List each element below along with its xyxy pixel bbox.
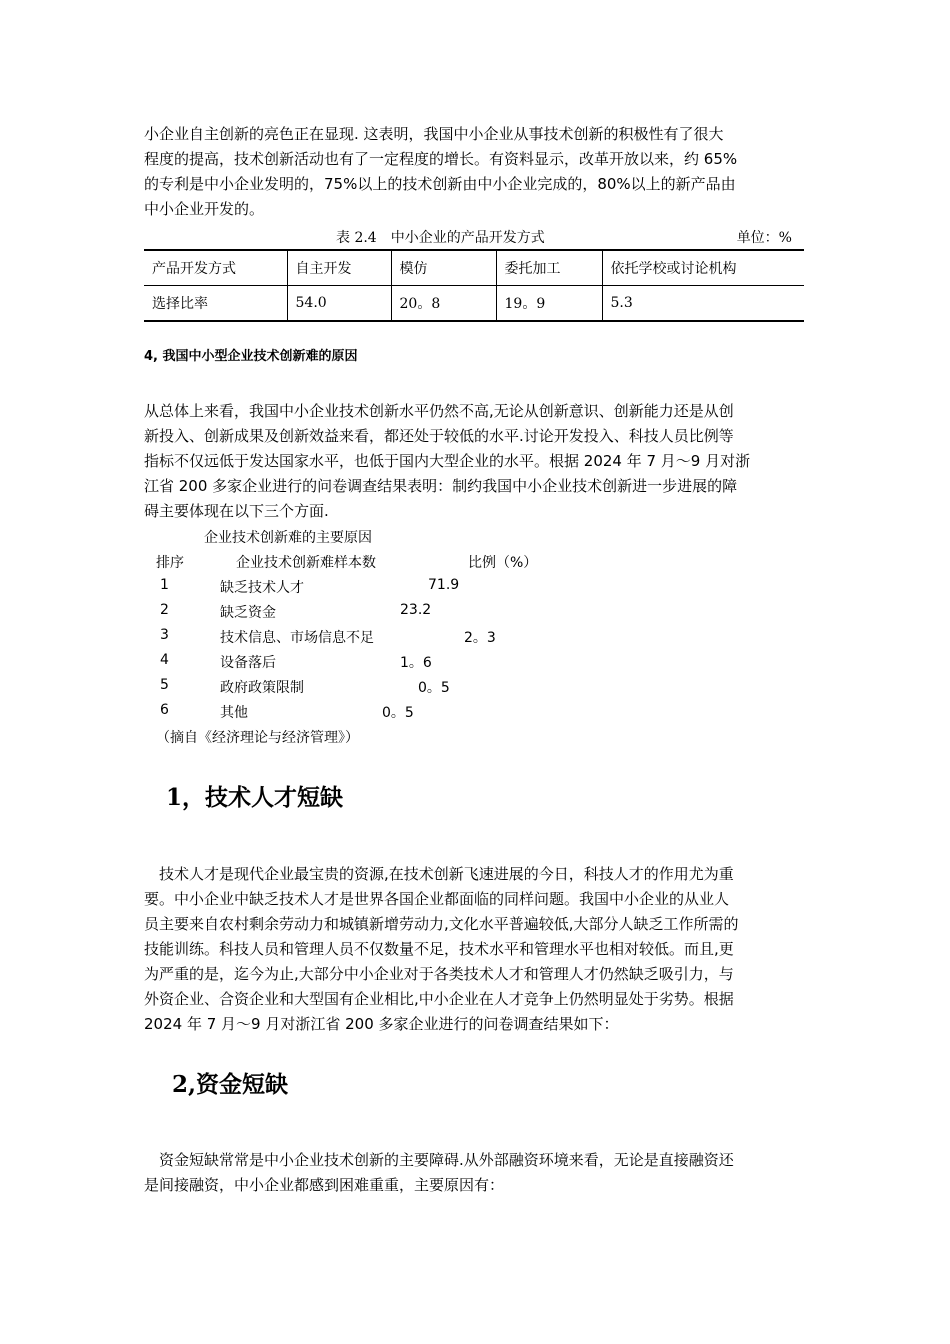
reason-label: 设备落后	[220, 655, 276, 671]
reason-value: 0。5	[382, 705, 414, 721]
reasons-header-rank: 排序	[156, 555, 184, 571]
reason-rank: 5	[160, 677, 169, 693]
table-cell: 19。9	[496, 286, 602, 322]
table-header-cell: 依托学校或讨论机构	[602, 250, 804, 286]
reasons-title: 企业技术创新难的主要原因	[204, 530, 372, 546]
table-header-cell: 产品开发方式	[144, 250, 287, 286]
reason-label: 缺乏技术人才	[220, 580, 304, 596]
reason-rank: 4	[160, 652, 169, 668]
table-unit: 单位：%	[736, 230, 792, 246]
table-header-cell: 委托加工	[496, 250, 602, 286]
reason-rank: 3	[160, 627, 169, 643]
reasons-header-ratio: 比例（%）	[468, 555, 538, 571]
section-4-paragraph: 从总体上来看，我国中小企业技术创新水平仍然不高,无论从创新意识、创新能力还是从创 新投入、创新成果及创新效益来看，都还处于较低的水平.讨论开发投入、科技人员比例等 指标不仅远低于发达国家水平，也低于国内大型企业的水平。根据 2024 年 7 月～9 月对浙 江省 200 多家企业进行的问卷调查结果表明：制约我国中小企业技术创新进一步进展的障 碍主要体现在以下三个方面.	[144, 402, 751, 520]
table-row	[144, 286, 804, 322]
reason-value: 1。6	[400, 655, 432, 671]
reason-label: 技术信息、市场信息不足	[220, 630, 374, 646]
table-cell: 选择比率	[144, 286, 287, 322]
reasons-source: （摘自《经济理论与经济管理》）	[156, 730, 359, 746]
table-header-cell: 自主开发	[287, 250, 391, 286]
table-cell: 5.3	[602, 286, 804, 322]
reason-rank: 6	[160, 702, 169, 718]
heading-talent-shortage: 1，技术人才短缺	[166, 784, 344, 811]
funds-paragraph: 资金短缺常常是中小企业技术创新的主要障碍.从外部融资环境来看，无论是直接融资还 是间接融资，中小企业都感到困难重重，主要原因有：	[144, 1151, 734, 1194]
reason-value: 2。3	[464, 630, 496, 646]
table-cell: 54.0	[287, 286, 391, 322]
table-header-cell: 模仿	[391, 250, 496, 286]
reason-value: 23.2	[400, 602, 432, 618]
table-title: 表 2.4 中小企业的产品开发方式	[336, 230, 545, 246]
reason-label: 其他	[220, 705, 248, 721]
talent-paragraph: 技术人才是现代企业最宝贵的资源,在技术创新飞速进展的今日，科技人才的作用尤为重 要。中小企业中缺乏技术人才是世界各国企业都面临的同样问题。我国中小企业的从业人 员主要来自农村剩余劳动力和城镇新增劳动力,文化水平普遍较低,大部分人缺乏工作所需的 技能训练。科技人员和管理人员不仅数量不足，技术水平和管理水平也相对较低。而且,更 为严重的是，迄今为止,大部分中小企业对于各类技术人才和管理人才仍然缺乏吸引力，与 外资企业、合资企业和大型国有企业相比,中小企业在人才竞争上仍然明显处于劣势。根据 2024 年 7 月～9 月对浙江省 200 多家企业进行的问卷调查结果如下：	[144, 865, 739, 1033]
table-header-row	[144, 250, 804, 286]
section-4-title: 4, 我国中小型企业技术创新难的原因	[144, 349, 358, 364]
intro-paragraph: 小企业自主创新的亮色正在显现. 这表明，我国中小企业从事技术创新的积极性有了很大 程度的提高，技术创新活动也有了一定程度的增长。有资料显示，改革开放以来，约 65% 的专利是中小企业发明的，75%以上的技术创新由中小企业完成的，80%以上的新产品由 中小企业开发的。	[144, 125, 738, 218]
reason-label: 政府政策限制	[220, 680, 304, 696]
table-caption	[144, 227, 804, 247]
reason-rank: 1	[160, 577, 169, 593]
reason-value: 0。5	[418, 680, 450, 696]
reason-value: 71.9	[428, 577, 460, 593]
heading-funds-shortage: 2,资金短缺	[172, 1071, 289, 1098]
reasons-header-reason: 企业技术创新难样本数	[236, 555, 376, 571]
table-cell: 20。8	[391, 286, 496, 322]
reason-label: 缺乏资金	[220, 605, 276, 621]
reason-rank: 2	[160, 602, 169, 618]
product-development-table	[144, 249, 804, 322]
